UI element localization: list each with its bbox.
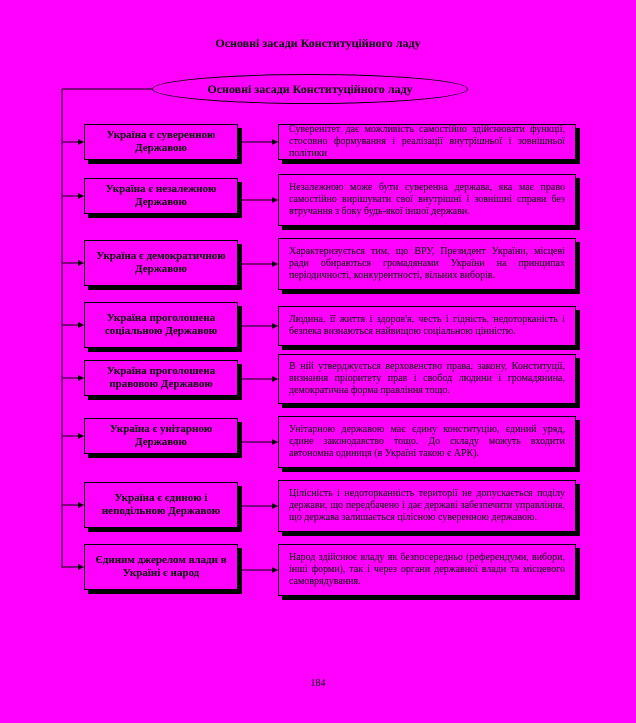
description-box-unitary [278, 416, 576, 468]
principle-label: Україна є суверенною Державою [106, 129, 216, 154]
principle-box-democratic [84, 240, 238, 286]
principle-box-unitary [84, 418, 238, 454]
description-box-social [278, 306, 576, 346]
description-box-indivisible [278, 480, 576, 532]
description-box-independent [278, 174, 576, 226]
principle-label: Україна є демократичною Державою [96, 250, 226, 275]
page-number: 184 [310, 678, 326, 689]
principle-label: Україна проголошена соціальною Державою [104, 312, 218, 337]
description-text: Цілісність і недоторканність території не допускається поділу держави, що передбачено і дає державі забезпечити управління, що держава залишається цілісною суверенною державою. [289, 488, 565, 523]
principle-label: Україна є унітарною Державою [109, 423, 213, 448]
principle-box-legal [84, 360, 238, 396]
description-text: Незалежною може бути суверенна держава, яка має право самостійно вирішувати свої внутрішні і зовнішні справи без втручання з боку будь-якої іншої держави. [289, 182, 565, 217]
principle-box-social [84, 302, 238, 348]
description-box-sovereign [278, 124, 576, 160]
principle-label: Єдиним джерелом влади в Україні є народ [95, 554, 227, 579]
description-box-democratic [278, 238, 576, 290]
description-text: Людина, її життя і здоров'я, честь і гідність, недоторканість і безпека визнаються найвищою соціальною цінністю. [289, 314, 565, 337]
principle-box-indivisible [84, 482, 238, 528]
description-text: Характеризується тим, що ВРУ, Президент України, місцеві ради обираються громадянами України на принципах періодичності, конкурентності, вільних виборів. [289, 246, 565, 281]
principle-box-independent [84, 178, 238, 214]
principle-label: Україна є єдиною і неподільною Державою [101, 492, 221, 517]
page-title: Основні засади Конституційного ладу [215, 36, 421, 50]
description-text: В ній утверджується верховенство права, закону, Конституції, визнання пріоритету прав і свобод людини і громадянина, демократична форма правління тощо. [289, 361, 565, 396]
description-text: Суверенітет дає можливість самостійно здійснювати функції, стосовно формування і реалізації внутрішньої і зовнішньої політики [289, 124, 565, 159]
main-oval: Основні засади Конституційного ладу [152, 74, 468, 104]
description-box-legal [278, 354, 576, 404]
description-text: Унітарною державою має єдину конституцію, єдиний уряд, єдине законодавство тощо. До складу можуть входити автономна одиниця (в Україні такою є АРК). [289, 424, 565, 459]
principle-box-sovereign [84, 124, 238, 160]
description-text: Народ здійснює владу як безпосередньо (референдуми, вибори, інші форми), так і через органи державної влади та місцевого самоврядування. [289, 552, 565, 587]
principle-box-people [84, 544, 238, 590]
description-box-people [278, 544, 576, 596]
principle-label: Україна проголошена правовою Державою [106, 365, 216, 390]
principle-label: Україна є незалежною Державою [105, 183, 217, 208]
